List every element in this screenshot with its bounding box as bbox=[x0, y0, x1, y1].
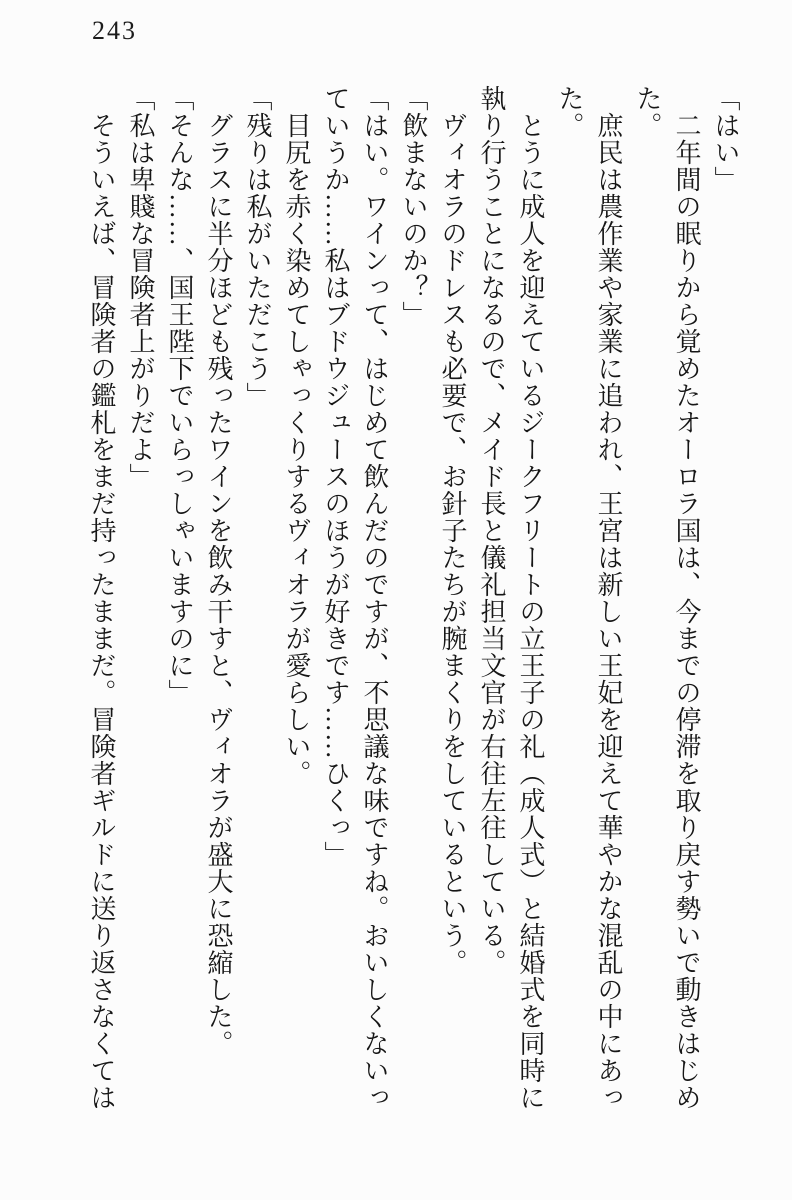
page-text bbox=[82, 85, 745, 1125]
text-line: 「飲まないのか？」 bbox=[399, 85, 428, 328]
text-line: グラスに半分ほども残ったワインを飲み干すと、ヴィオラが盛大に恐縮した。 bbox=[204, 85, 233, 1057]
text-line: 「はい。ワインって、はじめて飲んだのですが、不思議な味ですね。おいしくないっ bbox=[360, 85, 389, 1111]
text-line: ていうか……私はブドウジュースのほうが好きです……ひくっ」 bbox=[321, 85, 350, 868]
text-line: 「残りは私がいただこう」 bbox=[243, 85, 272, 409]
text-line: 二年間の眠りから覚めたオーロラ国は、今までの停滞を取り戻す勢いで動きはじめ bbox=[672, 85, 701, 1111]
text-line: 庶民は農作業や家業に追われ、王宮は新しい王妃を迎えて華やかな混乱の中にあっ bbox=[594, 85, 623, 1111]
text-line: そういえば、冒険者の鑑札をまだ持ったままだ。冒険者ギルドに送り返さなくては bbox=[87, 85, 116, 1111]
text-line: 「私は卑賤な冒険者上がりだよ」 bbox=[126, 85, 155, 490]
text-line: 「はい」 bbox=[711, 85, 740, 193]
text-line: 執り行うことになるので、メイド長と儀礼担当文官が右往左往している。 bbox=[477, 85, 506, 976]
text-line: た。 bbox=[633, 85, 662, 139]
page-number: 243 bbox=[92, 16, 137, 45]
text-line: とうに成人を迎えているジークフリートの立王子の礼（成人式）と結婚式を同時に bbox=[516, 85, 545, 1111]
text-line: 目尻を赤く染めてしゃっくりするヴィオラが愛らしい。 bbox=[282, 85, 311, 787]
text-line: 「そんな……、国王陛下でいらっしゃいますのに」 bbox=[165, 85, 194, 706]
text-line: ヴィオラのドレスも必要で、お針子たちが腕まくりをしているという。 bbox=[438, 85, 467, 976]
text-line: た。 bbox=[555, 85, 584, 139]
